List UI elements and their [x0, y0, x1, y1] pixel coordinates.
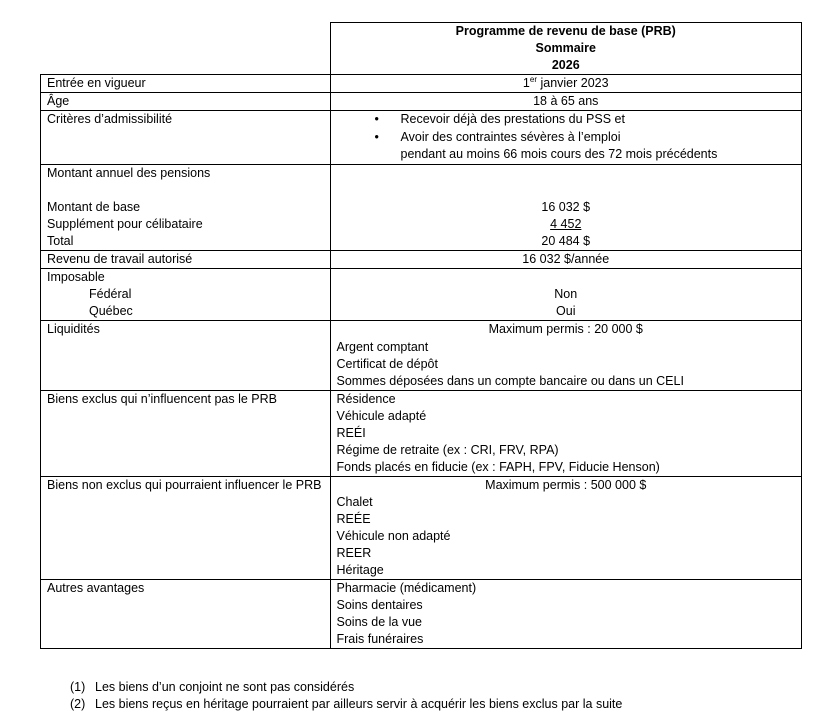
row-value-biens-exclus	[330, 391, 802, 477]
footnote-number: (1)	[70, 680, 86, 694]
criteres-item-2-cont: pendant au moins 66 mois cours des 72 mois précédents	[400, 147, 718, 161]
list-item: Pharmacie (médicament)	[336, 581, 477, 595]
imposable-federal-value: Non	[554, 287, 578, 301]
table-row	[41, 477, 802, 580]
list-item: Soins de la vue	[336, 615, 422, 629]
montant-base-value: 16 032 $	[541, 200, 591, 214]
list-item: Résidence	[336, 392, 396, 406]
list-item: Fonds placés en fiducie (ex : FAPH, FPV, Fiducie Henson)	[336, 460, 660, 474]
row-label-biens-non-exclus: Biens non exclus qui pourraient influencer le PRB	[41, 477, 331, 580]
list-item: Héritage	[336, 563, 384, 577]
row-label-entree: Entrée en vigueur	[41, 75, 331, 93]
row-value-biens-non-exclus	[330, 477, 802, 580]
row-value-revenu	[330, 251, 802, 269]
table-header-row	[41, 23, 802, 75]
row-label-liquidites: Liquidités	[41, 321, 331, 391]
montant-title: Montant annuel des pensions	[47, 166, 211, 180]
montant-supp-value: 4 452	[550, 217, 582, 231]
list-item: REÉI	[336, 426, 366, 440]
imposable-quebec-value: Oui	[556, 304, 576, 318]
row-value-entree	[330, 75, 802, 93]
table-row	[41, 321, 802, 391]
criteres-item-2: Avoir des contraintes sévères à l’emploi	[400, 130, 621, 144]
footnote-number: (2)	[70, 697, 86, 711]
row-label-biens-exclus: Biens exclus qui n’influencent pas le PRB	[41, 391, 331, 477]
revenu-value: 16 032 $/année	[522, 252, 610, 266]
table-row	[41, 111, 802, 165]
montant-base-label: Montant de base	[47, 200, 141, 214]
row-value-criteres	[330, 111, 802, 165]
table-row	[41, 580, 802, 649]
list-item: Sommes déposées dans un compte bancaire ou dans un CELI	[336, 374, 684, 388]
table-row	[41, 251, 802, 269]
list-item	[375, 129, 796, 163]
list-item: REÉE	[336, 512, 371, 526]
list-item: REER	[336, 546, 372, 560]
title-line-summary: Sommaire	[535, 41, 596, 55]
list-item: Véhicule non adapté	[336, 529, 451, 543]
row-label-imposable	[41, 269, 331, 321]
table-row	[41, 269, 802, 321]
list-item: • Recevoir déjà des prestations du PSS et	[375, 111, 796, 128]
footnote-text: Les biens d’un conjoint ne sont pas considérés	[95, 680, 355, 694]
header-blank-cell	[41, 23, 331, 75]
row-label-criteres: Critères d’admissibilité	[41, 111, 331, 165]
imposable-federal-label: Fédéral	[89, 287, 132, 301]
title-line-year: 2026	[551, 58, 580, 72]
footnote-text: Les biens reçus en héritage pourraient par ailleurs servir à acquérir les biens exclus par la suite	[95, 697, 623, 711]
row-value-montant	[330, 165, 802, 251]
montant-total-label: Total	[47, 234, 74, 248]
row-value-age	[330, 93, 802, 111]
row-label-avantages: Autres avantages	[41, 580, 331, 649]
prb-summary-table	[40, 22, 802, 649]
list-item: Frais funéraires	[336, 632, 424, 646]
footnote-1	[70, 679, 622, 696]
entree-rest: janvier 2023	[537, 76, 609, 90]
row-value-imposable	[330, 269, 802, 321]
liquidites-max: Maximum permis : 20 000 $	[488, 322, 643, 336]
list-item: Régime de retraite (ex : CRI, FRV, RPA)	[336, 443, 559, 457]
list-item: Véhicule adapté	[336, 409, 427, 423]
list-item: Soins dentaires	[336, 598, 423, 612]
imposable-quebec-label: Québec	[89, 304, 133, 318]
list-item: Chalet	[336, 495, 373, 509]
row-value-liquidites	[330, 321, 802, 391]
row-label-age: Âge	[41, 93, 331, 111]
footnotes	[70, 679, 622, 713]
table-row	[41, 75, 802, 93]
footnote-2	[70, 696, 622, 713]
biens-non-exclus-max: Maximum permis : 500 000 $	[485, 478, 647, 492]
title-line-program: Programme de revenu de base (PRB)	[455, 24, 676, 38]
table-row	[41, 391, 802, 477]
row-value-avantages	[330, 580, 802, 649]
table-row	[41, 165, 802, 251]
entree-sup: er	[529, 75, 537, 84]
criteres-list	[337, 111, 796, 163]
age-value: 18 à 65 ans	[533, 94, 599, 108]
row-label-montant	[41, 165, 331, 251]
montant-total-value: 20 484 $	[541, 234, 591, 248]
imposable-title: Imposable	[47, 270, 105, 284]
table-row	[41, 93, 802, 111]
montant-supp-label: Supplément pour célibataire	[47, 217, 203, 231]
row-label-revenu: Revenu de travail autorisé	[41, 251, 331, 269]
table-title	[330, 23, 802, 75]
list-item: Certificat de dépôt	[336, 357, 438, 371]
entree-day: 1	[522, 76, 530, 90]
list-item: Argent comptant	[336, 340, 429, 354]
